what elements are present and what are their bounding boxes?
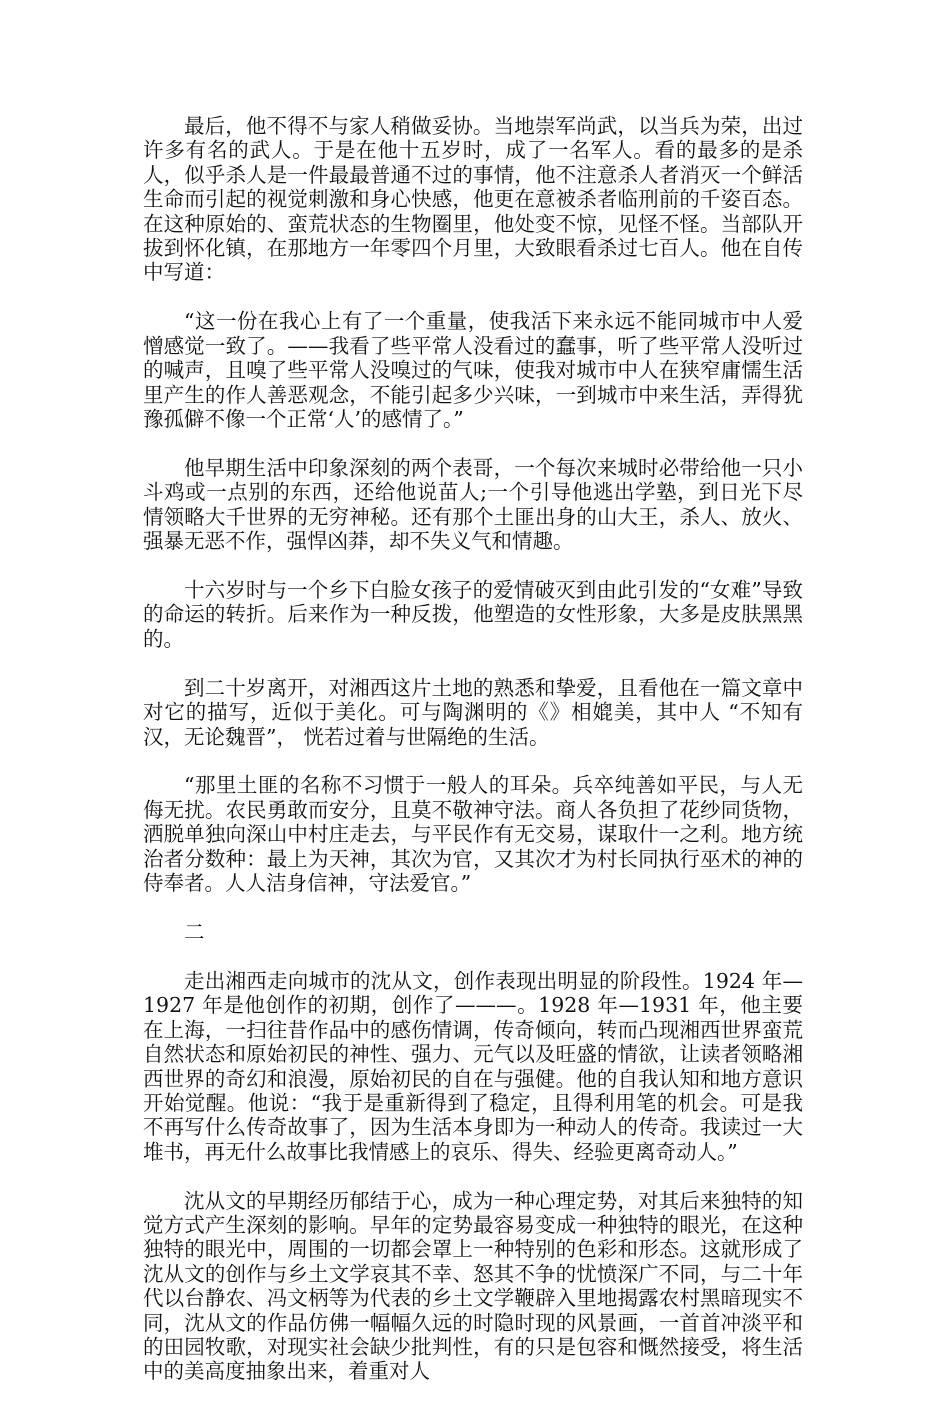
paragraph-compromise: 最后，他不得不与家人稍做妥协。当地崇军尚武，以当兵为荣，出过许多有名的武人。于是在他十五岁时，成了一名军人。看的最多的是杀人，似乎杀人是一件最最普通不过的事情，他不注意杀人者消灭一个鲜活生命而引起的视觉刺激和身心快感，他更在意被杀者临刑前的千姿百态。在这种原始的、蛮荒状态的生物圈里，他处变不惊，见怪不怪。当部队开拔到怀化镇，在那地方一年零四个月里，大致眼看杀过七百人。他在自传中写道： bbox=[143, 114, 803, 285]
paragraph-autobiography-quote: “这一份在我心上有了一个重量，使我活下来永远不能同城市中人爱憎感觉一致了。——我看了些平常人没看过的蠢事，听了些平常人没听过的喊声，且嗅了些平常人没嗅过的气味，使我对城市中人在狭窄庸懦生活里产生的作人善恶观念，不能引起多少兴味，一到城市中来生活，弄得犹豫孤僻不像一个正常‘人’的感情了。” bbox=[143, 309, 803, 431]
paragraph-cousins: 他早期生活中印象深刻的两个表哥，一个每次来城时必带给他一只小斗鸡或一点别的东西，还给他说苗人;一个引导他逃出学塾，到日光下尽情领略大千世界的无穷神秘。还有那个土匪出身的山大王，杀人、放火、强暴无恶不作，强悍凶莽，却不失义气和情趣。 bbox=[143, 455, 803, 554]
paragraph-leaving-xiangxi: 到二十岁离开，对湘西这片土地的熟悉和挚爱，且看他在一篇文章中对它的描写，近似于美化。可与陶渊明的《》相媲美，其中人 “不知有汉，无论魏晋”， 恍若过着与世隔绝的生活。 bbox=[143, 675, 803, 749]
paragraph-early-experience: 沈从文的早期经历郁结于心，成为一种心理定势，对其后来独特的知觉方式产生深刻的影响。早年的定势最容易变成一种独特的眼光，在这种独特的眼光中，周围的一切都会罩上一种特别的色彩和形态。这就形成了沈从文的创作与乡土文学哀其不幸、怒其不争的忧愤深广不同，与二十年代以台静农、冯文柄等为代表的乡土文学鞭辟入里地揭露农村黑暗现实不同，沈从文的作品仿佛一幅幅久远的时隐时现的风景画，一首首冲淡平和的田园牧歌，对现实社会缺少批判性，有的只是包容和慨然接受，将生活中的美高度抽象出来，着重对人 bbox=[143, 1188, 803, 1384]
paragraph-xiangxi-quote: “那里土匪的名称不习惯于一般人的耳朵。兵卒纯善如平民，与人无侮无扰。农民勇敢而安分，且莫不敬神守法。商人各负担了花纱同货物，洒脱单独向深山中村庄走去，与平民作有无交易，谋取什一之利。地方统治者分数种：最上为天神，其次为官，又其次才为村长同执行巫术的神的侍奉者。人人洁身信神，守法爱官。” bbox=[143, 773, 803, 896]
paragraph-first-love: 十六岁时与一个乡下白脸女孩子的爱情破灭到由此引发的“女难”导致的命运的转折。后来作为一种反拨，他塑造的女性形象，大多是皮肤黑黑的。 bbox=[143, 578, 803, 651]
paragraph-creative-stages: 走出湘西走向城市的沈从文，创作表现出明显的阶段性。1924 年—1927 年是他创作的初期，创作了———。1928 年—1931 年，他主要在上海，一扫往昔作品中的感伤情调，传奇倾向，转而凸现湘西世界蛮荒自然状态和原始初民的神性、强力、元气以及旺盛的情欲，让读者领略湘西世界的奇幻和浪漫，原始初民的自在与强健。他的自我认知和地方意识开始觉醒。他说：“我于是重新得到了稳定，且得利用笔的机会。可是我不再写什么传奇故事了，因为生活本身即为一种动人的传奇。我读过一大堆书，再无什么故事比我情感上的哀乐、得失、经验更离奇动人。” bbox=[143, 968, 803, 1164]
section-heading: 二 bbox=[184, 919, 205, 944]
document-page bbox=[143, 114, 803, 1408]
